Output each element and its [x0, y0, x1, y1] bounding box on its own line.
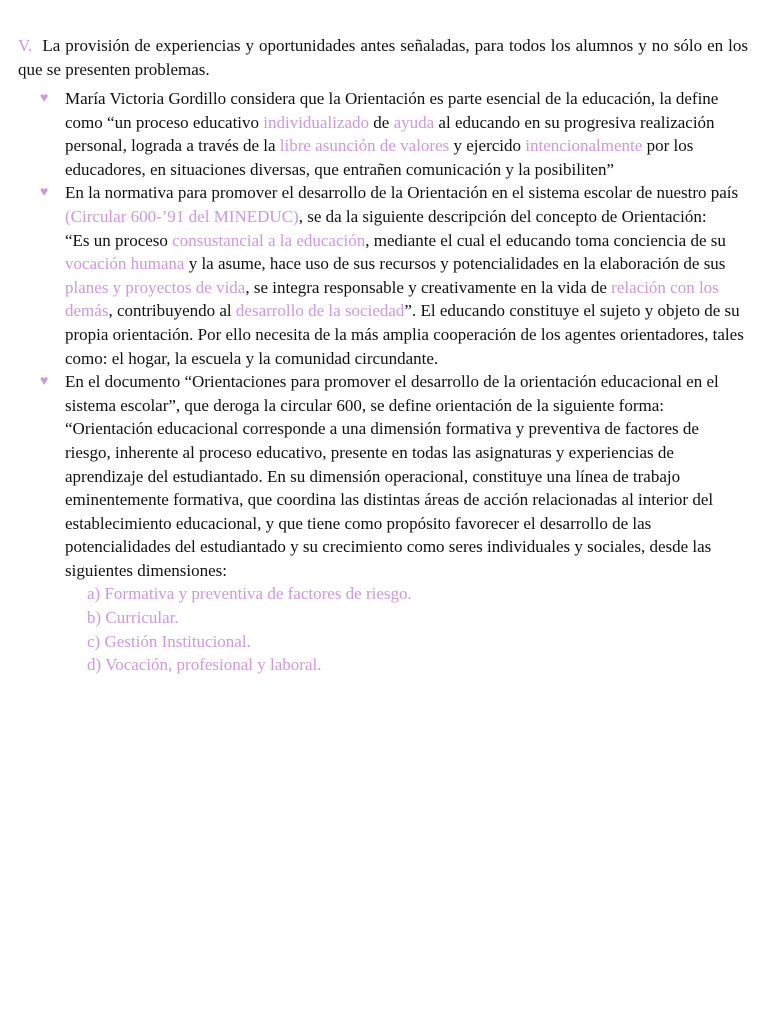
- list-item: [40, 181, 745, 370]
- highlighted-term: consustancial a la educación: [172, 230, 366, 250]
- dimension-item: c) Gestión Institucional.: [87, 631, 251, 651]
- highlighted-term: intencionalmente: [525, 136, 643, 156]
- text-segment: María Victoria Gordillo considera que la Orientación es parte esencial de la educación, la define como “un proceso educativo: [65, 89, 719, 132]
- highlighted-term: ayuda: [393, 112, 435, 132]
- highlighted-term: desarrollo de la sociedad: [235, 301, 405, 321]
- dimensions-list: [65, 582, 745, 676]
- item-paragraph: [65, 370, 745, 417]
- heart-icon: ♥: [40, 374, 49, 390]
- text-segment: En el documento “Orientaciones para promover el desarrollo de la orientación educacional en el sistema escolar”, que deroga la circular 600, se define orientación de la siguiente forma:: [65, 372, 719, 415]
- text-segment: , contribuyendo al: [108, 301, 236, 321]
- text-segment: por los educadores, en situaciones diversas, que entrañen comunicación y la posibiliten”: [65, 136, 694, 179]
- item-paragraph: [65, 417, 745, 582]
- highlighted-term: vocación humana: [65, 254, 185, 274]
- intro-text: La provisión de experiencias y oportunidades antes señaladas, para todos los alumnos y no sólo en los que se presenten problemas.: [18, 36, 748, 79]
- heart-icon: ♥: [40, 91, 49, 106]
- text-segment: “Es un proceso: [65, 230, 173, 250]
- item-paragraph: [65, 181, 745, 228]
- highlighted-term: planes y proyectos de vida: [65, 277, 246, 297]
- text-segment: En la normativa para promover el desarrollo de la Orientación en el sistema escolar de nuestro país: [65, 183, 739, 203]
- text-segment: , se integra responsable y creativamente en la vida de: [245, 277, 612, 297]
- heart-icon: ♥: [40, 185, 49, 201]
- section-numeral: V.: [18, 36, 33, 55]
- list-item: [40, 370, 745, 677]
- text-segment: y la asume, hace uso de sus recursos y potencialidades en la elaboración de sus: [184, 254, 726, 274]
- dimension-item: a) Formativa y preventiva de factores de riesgo.: [87, 584, 412, 604]
- text-segment: , se da la siguiente descripción del concepto de Orientación:: [298, 206, 707, 226]
- dimension-item: b) Curricular.: [87, 608, 179, 628]
- text-segment: “Orientación educacional corresponde a una dimensión formativa y preventiva de factores de riesgo, inherente al proceso educativo, presente en todas las asignaturas y experiencias de aprendizaje del estudiantado. En su dimensión operacional, constituye una línea de trabajo eminentemente formativa, que coordina las distintas áreas de acción relacionadas al interior del establecimiento educacional, y que tiene como propósito favorecer el desarrollo de las potencialidades del estudiantado y su crecimiento como seres individuales y sociales, desde las siguientes dimensiones:: [65, 419, 714, 580]
- text-segment: de: [369, 112, 394, 132]
- highlighted-term: libre asunción de valores: [279, 136, 450, 156]
- highlighted-term: (Circular 600-’91 del MINEDUC): [65, 206, 299, 226]
- dimension-item: d) Vocación, profesional y laboral.: [87, 655, 322, 675]
- text-segment: ”. El educando constituye el sujeto y objeto de su propia orientación. Por ello necesita de la más amplia cooperación de los agentes orientadores, tales como: el hogar, la escuela y la comunidad circundante.: [65, 301, 744, 368]
- highlighted-term: individualizado: [263, 112, 370, 132]
- list-item: [40, 87, 745, 181]
- intro-paragraph: [18, 34, 748, 82]
- item-paragraph: [65, 87, 745, 181]
- bullet-list: [40, 87, 745, 677]
- highlighted-term: relación con los demás: [65, 277, 719, 321]
- item-paragraph: [65, 229, 745, 371]
- text-segment: y ejercido: [449, 136, 526, 156]
- text-segment: al educando en su progresiva realización personal, lograda a través de la: [65, 112, 715, 156]
- text-segment: , mediante el cual el educando toma conciencia de su: [365, 230, 726, 250]
